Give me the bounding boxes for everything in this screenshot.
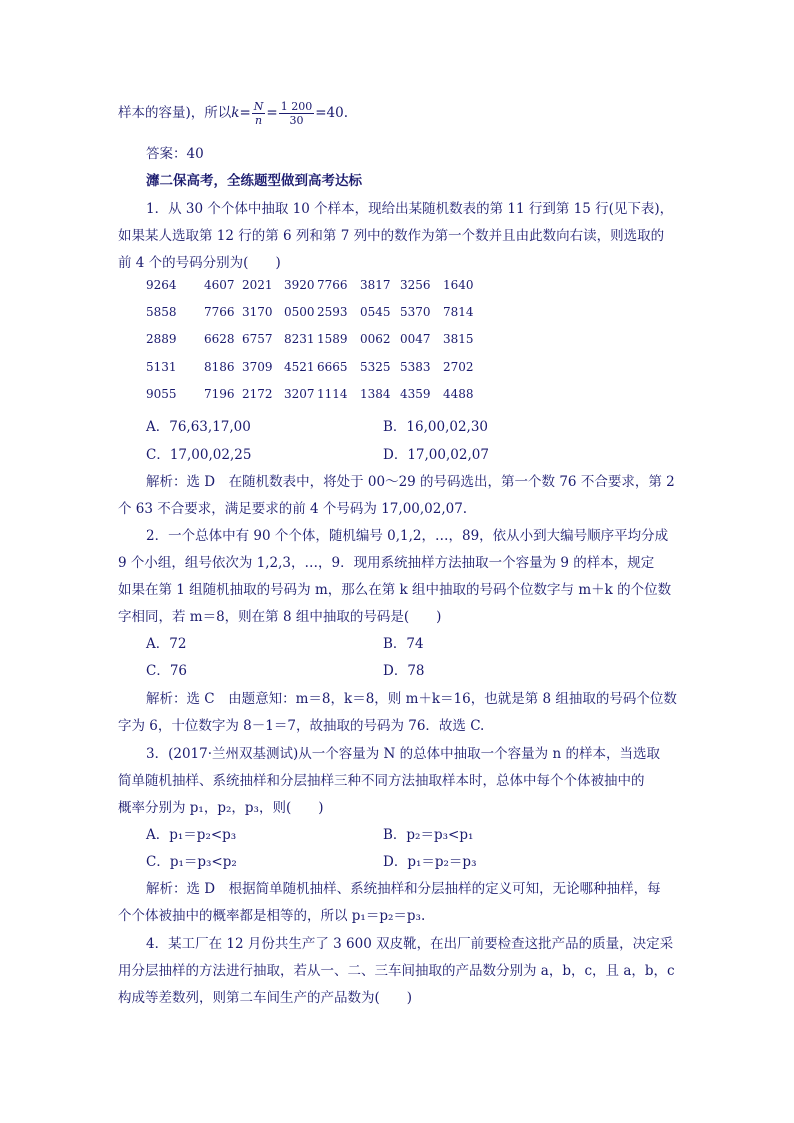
equals-sign: = xyxy=(239,105,251,121)
section-title: 灖二保高考，全练题型做到高考达标 xyxy=(146,173,362,189)
table-cell: 2172 xyxy=(242,386,273,401)
table-cell: 3815 xyxy=(443,332,474,347)
q1-option-a: A．76,63,17,00 xyxy=(146,419,251,435)
var-k: k xyxy=(231,105,240,121)
table-cell: 3920 xyxy=(284,278,315,292)
q1-option-d: D．17,00,02,07 xyxy=(383,447,489,463)
table-cell: 0500 xyxy=(284,305,315,320)
table-cell: 5325 xyxy=(360,359,391,374)
q1-line3: 前 4 个的号码分别为( ) xyxy=(118,255,281,271)
table-cell: 2702 xyxy=(443,359,474,374)
q1-solution-line2: 个 63 不合要求，满足要求的前 4 个号码为 17,00,02,07. xyxy=(118,501,468,517)
table-cell: 1114 xyxy=(317,386,348,401)
q2-line1: 2．一个总体中有 90 个个体，随机编号 0,1,2，…，89，依从小到大编号顺序平均分成 xyxy=(146,528,669,544)
table-cell: 6665 xyxy=(317,359,348,374)
table-cell: 8186 xyxy=(204,359,235,374)
intro-prefix: 样本的容量)，所以 xyxy=(118,105,232,121)
table-cell: 8231 xyxy=(284,332,315,347)
q3-option-b: B．p₂＝p₃<p₁ xyxy=(383,827,474,843)
table-cell: 3709 xyxy=(242,359,273,374)
table-cell: 9264 xyxy=(146,278,177,292)
table-cell: 0062 xyxy=(360,332,391,347)
fraction-denominator-2: 30 xyxy=(289,114,304,127)
q3-solution-line1: 解析：选 D 根据简单随机抽样、系统抽样和分层抽样的定义可知，无论哪种抽样，每 xyxy=(146,881,661,897)
q3-option-c: C．p₁＝p₃<p₂ xyxy=(146,854,237,870)
q1-solution-line1: 解析：选 D 在随机数表中，将处于 00～29 的号码选出，第一个数 76 不合要求，第 2 xyxy=(146,474,675,490)
table-cell: 3207 xyxy=(284,386,315,401)
table-cell: 6757 xyxy=(242,332,273,347)
q3-option-a: A．p₁＝p₂<p₃ xyxy=(146,827,237,843)
table-cell: 5383 xyxy=(400,359,431,374)
q4-line3: 构成等差数列，则第二车间生产的产品数为( ) xyxy=(118,990,413,1006)
table-cell: 0545 xyxy=(360,305,391,320)
q2-option-c: C．76 xyxy=(146,663,188,679)
fraction-numerator-2: 1 200 xyxy=(280,100,313,113)
table-cell: 5858 xyxy=(146,305,177,320)
table-cell: 1640 xyxy=(443,278,474,292)
table-cell: 7766 xyxy=(204,305,235,320)
q2-line3: 如果在第 1 组随机抽取的号码为 m，那么在第 k 组中抽取的号码个位数字与 m＋k 的个位数 xyxy=(118,582,672,598)
table-cell: 1589 xyxy=(317,332,348,347)
table-cell: 7814 xyxy=(443,305,474,320)
fraction-numerator: N xyxy=(253,100,264,113)
q1-option-c: C．17,00,02,25 xyxy=(146,447,252,463)
q3-line2: 简单随机抽样、系统抽样和分层抽样三种不同方法抽取样本时，总体中每个个体被抽中的 xyxy=(118,773,645,789)
table-cell: 5370 xyxy=(400,305,431,320)
table-cell: 3817 xyxy=(360,278,391,292)
q1-line2: 如果某人选取第 12 行的第 6 列和第 7 列中的数作为第一个数并且由此数向右读，则选取的 xyxy=(118,228,665,244)
table-cell: 3256 xyxy=(400,278,431,292)
fraction-1200-over-30 xyxy=(279,100,315,127)
table-cell: 2021 xyxy=(242,278,273,292)
table-cell: 9055 xyxy=(146,386,177,401)
table-cell: 2889 xyxy=(146,332,177,347)
table-cell: 1384 xyxy=(360,386,391,401)
q4-line2: 用分层抽样的方法进行抽取，若从一、二、三车间抽取的产品数分别为 a，b，c，且 a，b，c xyxy=(118,963,675,979)
q1-line1: 1．从 30 个个体中抽取 10 个样本，现给出某随机数表的第 11 行到第 15 行(见下表)， xyxy=(146,201,674,217)
q2-line4: 字相同，若 m＝8，则在第 8 组中抽取的号码是( ) xyxy=(118,609,442,625)
intro-result: =40. xyxy=(315,105,348,121)
q3-line1: 3．(2017·兰州双基测试)从一个容量为 N 的总体中抽取一个容量为 n 的样本，当选取 xyxy=(146,746,660,762)
table-cell: 4359 xyxy=(400,386,431,401)
table-cell: 2593 xyxy=(317,305,348,320)
q2-solution-line2: 字为 6，十位数字为 8－1＝7，故抽取的号码为 76．故选 C. xyxy=(118,718,485,734)
equals-sign-2: = xyxy=(266,105,278,121)
q3-option-d: D．p₁＝p₂＝p₃ xyxy=(383,854,477,870)
table-cell: 4521 xyxy=(284,359,315,374)
table-cell: 7196 xyxy=(204,386,235,401)
q2-line2: 9 个小组，组号依次为 1,2,3，…，9．现用系统抽样方法抽取一个容量为 9 的样本，规定 xyxy=(118,555,655,571)
table-cell: 0047 xyxy=(400,332,431,347)
intro-formula-line xyxy=(118,100,348,127)
table-cell: 7766 xyxy=(317,278,348,292)
q3-solution-line2: 个个体被抽中的概率都是相等的，所以 p₁＝p₂＝p₃. xyxy=(118,908,426,924)
q2-option-a: A．72 xyxy=(146,636,187,652)
q1-option-b: B．16,00,02,30 xyxy=(383,419,489,435)
fraction-denominator: n xyxy=(255,114,263,127)
fraction-N-over-n xyxy=(252,100,266,127)
q2-option-b: B．74 xyxy=(383,636,424,652)
table-cell: 6628 xyxy=(204,332,235,347)
random-number-table xyxy=(146,278,546,414)
table-cell: 3170 xyxy=(242,305,273,320)
table-cell: 4488 xyxy=(443,386,474,401)
table-cell: 5131 xyxy=(146,359,177,374)
q2-solution-line1: 解析：选 C 由题意知：m＝8，k＝8，则 m＋k＝16，也就是第 8 组抽取的号码个位数 xyxy=(146,691,677,707)
q2-option-d: D．78 xyxy=(383,663,425,679)
table-cell: 4607 xyxy=(204,278,235,292)
q4-line1: 4．某工厂在 12 月份共生产了 3 600 双皮靴，在出厂前要检查这批产品的质量，决定采 xyxy=(146,936,674,952)
q3-line3: 概率分别为 p₁，p₂，p₃，则( ) xyxy=(118,800,324,816)
answer-line: 答案：40 xyxy=(146,146,204,162)
